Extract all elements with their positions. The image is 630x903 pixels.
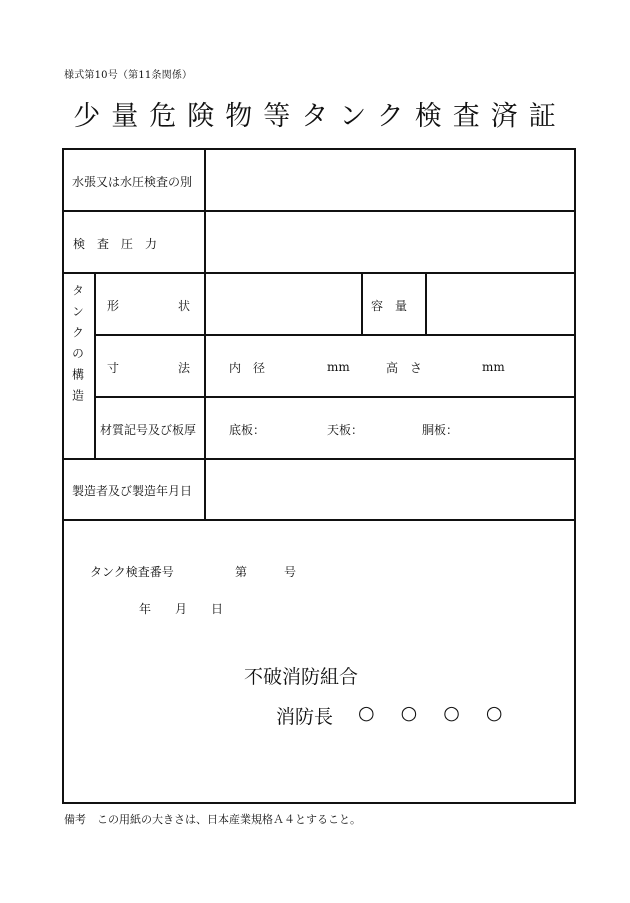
document-title: 少量危険物等タンク検査済証 — [73, 101, 567, 132]
dimension-label-b: 法 — [178, 361, 191, 375]
day-label: 日 — [211, 602, 224, 616]
row-divider — [94, 334, 576, 336]
inspection-number-label: タンク検査番号 — [90, 565, 174, 579]
remark-note: 備考 この用紙の大きさは、日本産業規格Ａ４とすること。 — [64, 813, 361, 826]
test-pressure-label: 検 査 圧 力 — [73, 237, 158, 251]
mm-unit: mm — [482, 360, 505, 374]
bottom-plate-label: 底板： — [229, 423, 266, 437]
row-divider — [62, 458, 576, 460]
month-label: 月 — [175, 602, 188, 616]
organization-name: 不破消防組合 — [244, 666, 359, 688]
dimension-label-a: 寸 — [107, 361, 120, 375]
row-divider — [62, 210, 576, 212]
mm-unit: mm — [327, 360, 350, 374]
structure-column-divider — [94, 272, 96, 459]
form-number: 様式第10号（第11条関係） — [64, 70, 193, 81]
capacity-divider-left — [361, 272, 363, 335]
row-divider — [62, 272, 576, 274]
fire-chief-label: 消防長 — [276, 706, 334, 728]
year-label: 年 — [139, 602, 152, 616]
manufacturer-label: 製造者及び製造年月日 — [72, 484, 193, 498]
number-go: 号 — [284, 565, 297, 579]
tank-structure-label: タンクの構造 — [70, 284, 85, 410]
material-label: 材質記号及び板厚 — [100, 423, 197, 437]
number-dai: 第 — [235, 565, 248, 579]
shape-label-b: 状 — [178, 299, 191, 313]
test-type-label: 水張又は水圧検査の別 — [72, 175, 193, 189]
row-divider — [62, 519, 576, 521]
label-column-divider — [204, 148, 206, 520]
capacity-divider-right — [425, 272, 427, 335]
fire-chief-name: ○ ○ ○ ○ — [358, 702, 513, 724]
inner-diameter-label: 内 径 — [229, 361, 266, 375]
capacity-label: 容 量 — [371, 299, 408, 313]
top-plate-label: 天板： — [327, 423, 364, 437]
height-label: 高 さ — [386, 361, 423, 375]
shell-plate-label: 胴板： — [422, 423, 459, 437]
shape-label-a: 形 — [107, 299, 120, 313]
row-divider — [94, 396, 576, 398]
